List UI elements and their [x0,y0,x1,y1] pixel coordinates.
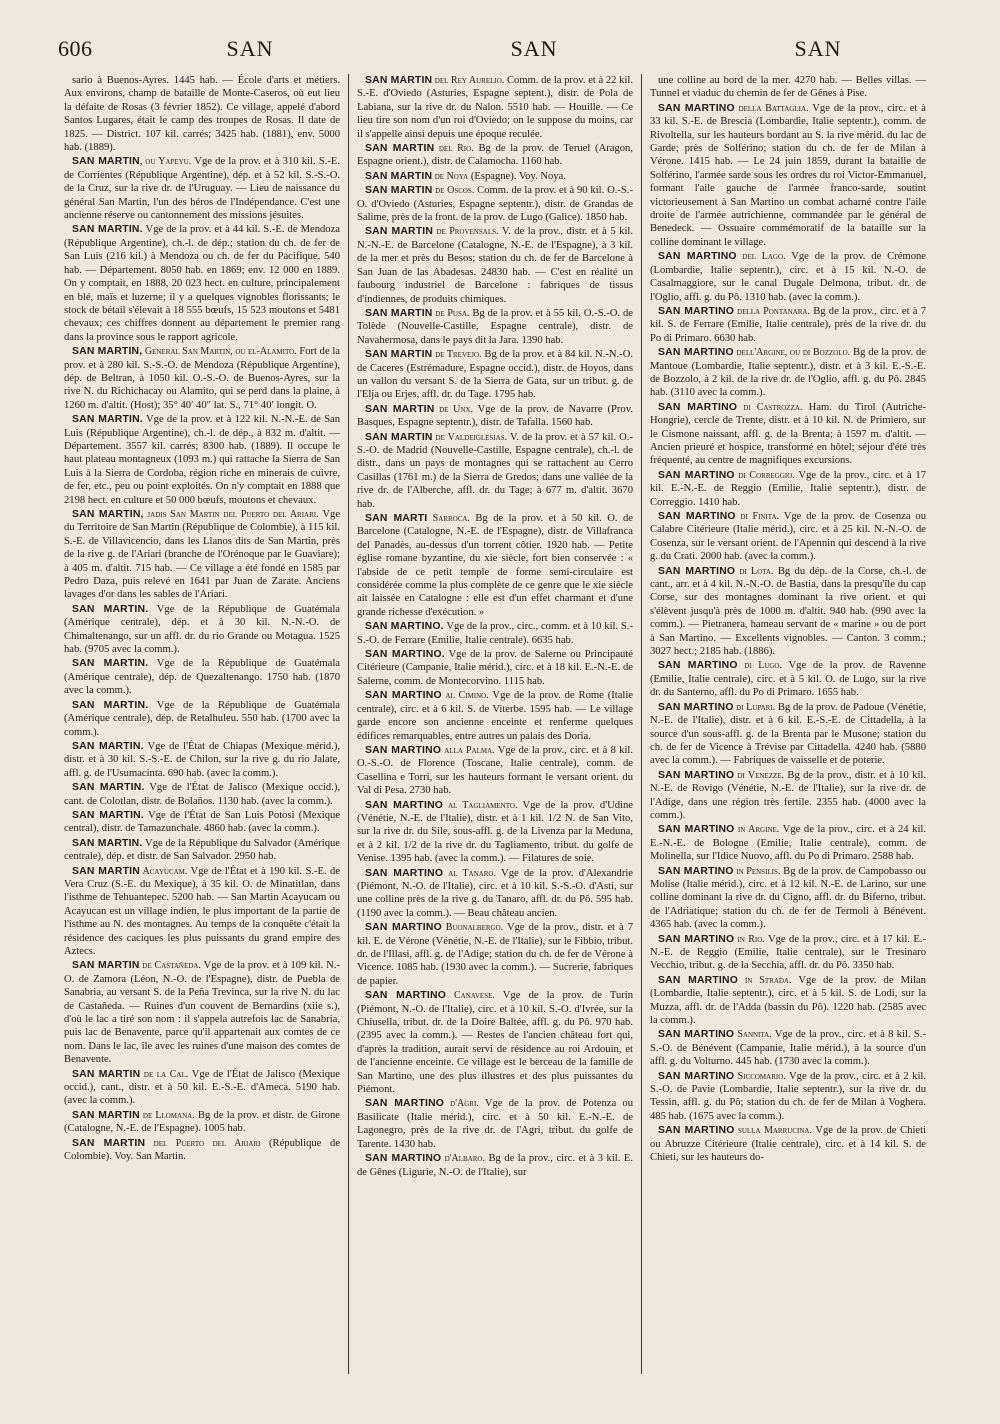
entry-text: Bg de la prov., distr. et à 10 kil. N.-E. de Rovigo (Vénétie, N.-E. de l'Italie), sur la rive dr. de l'Adige, dans une région très fertile. 2355 hab. (4000 avec la comm.). [650,769,926,821]
entry-headword: SAN MARTIN [72,1137,146,1149]
entry-qualifier: d'Agri. [444,1098,479,1110]
running-head-right: SAN [794,36,842,61]
entry-text: Vge de la prov. et à 44 kil. S.-E. de Mendoza (République Argentine), ch.-l. de dép.; station du ch. de fer de San Luis (216 kil.) à Mendoza ou ch. de fer du Pacifique. 540 hab. — Département. 8050 hab. en 1869; env. 12 000 en 1889. On y comptait, en 1888, 20 023 hect. en culture, principalement en blé, maïs et luzerne; il y a quelques vignobles florissants; le stock de bétail s'élevait à 18 555 bœufs, 15 523 moutons et 5481 chevaux; ces chiffres donnent au département le premier rang dans la province sous le rapport agricole. [64,224,340,343]
entry-qualifier: in Argine. [734,824,780,836]
entry-text: Ham. du Tirol (Autriche-Hongrie), cercle de Trente, distr. et à 10 kil. N. de Primiero, sur le Cismone naissant, affl. g. de la Brenta; à 1597 m. d'altit. — Ancien prieuré et hospice, transformé en hôtel; séjour d'été très fréquenté, au centre de magnifiques excursions. [650,401,926,467]
entry-text: Fort de la prov. et à 280 kil. S.-S.-O. de Mendoza (République Argentine), dép. de Beltran, à 1050 kil. O.-S.-O. de Buenos-Ayres, sur la rive N. du Richichacay ou Alamito, qui se perd dans la plaine, à 1260 m. d'altit. (Host); 35° 40′ 40″ lat. S., 71° 40′ longit. O. [64,346,340,411]
dictionary-entry [650,1124,926,1164]
entry-qualifier: General San Martin, ou el-Alamito. [142,346,297,358]
entry-text: Comm. de la prov. et à 22 kil. S.-E. d'Oviedo (Asturies, Espagne septent.), distr. de Pola de Labiana, sur la rive dr. du Nalon. 5510 hab. — Houille. — Ce lieu tire son nom d'un roi d'Oviedo; on le suppose du moins, car il s'appelle ainsi depuis une époque reculée. [357,75,633,140]
entry-qualifier: della Battaglia. [734,102,809,114]
entry-qualifier: alla Palma. [441,744,495,756]
column-3 [644,74,932,1414]
entry-text: Vge de l'État de Jalisco (Mexique occid.), cant. de Colotlan, distr. de Bolaños. 1130 hab. (avec la comm.). [64,782,340,807]
entry-headword: SAN MARTINO [658,769,735,781]
dictionary-entry [650,974,926,1028]
entry-headword: SAN MARTIN [365,143,435,155]
dictionary-entry [64,1137,340,1164]
entry-text: Vge de l'État et à 190 kil. S.-E. de Vera Cruz (S.-E. du Mexique), à 35 kil. O. de Minatitlan, dans l'isthme de Tehuantepec. 5200 hab. — San Martin Acayucam ou Acayucan est un village indien, le plus important de la partie de l'isthme au N. des montagnes. Au temps de la conquête c'était la résidence des caciques les plus puissants du grand empire des Aztecs. [64,865,340,957]
entry-text: Vge de la prov. de Turin (Piémont, N.-O. de l'Italie), circ. et à 10 kil. S.-O. d'Ivrée, sur la Chiusella, tribut. dr. de la Doire Baltée, affl. g. du Pô. 970 hab. (2395 avec la comm.). — Restes de l'ancien château fort qui, d'après la tradition, aurait servi de résidence au roi Ardouin, et de l'ancienne enceinte. Ce village est le berceau de la famille de San Martino, une des plus illustres et des plus puissantes du Piémont. [357,990,634,1096]
entry-headword: SAN MARTIN [72,960,140,972]
entry-headword: SAN MARTINO [365,990,446,1002]
entry-text: Bg de la prov., circ. et à 3 kil. E. de Gênes (Ligurie, N.-O. de l'Italie), sur [357,1153,633,1178]
dictionary-entry [650,769,926,823]
dictionary-entry [357,348,633,402]
entry-text: Bg de la prov. de Mantoue (Lombardie, Italie septentr.), distr. et à 3 kil. E.-S.-E. de Bozzolo, à 2 kil. de la rive dr. de l'Oglio, affl. g. du Pô. 2845 hab. (3110 avec la comm.). [650,347,926,399]
dictionary-entry [357,648,633,688]
column-2 [351,74,639,1414]
entry-headword: SAN MARTIN [365,170,433,182]
dictionary-entry [650,933,926,973]
entry-text: Bg de la prov. et à 55 kil. O.-S.-O. de Tolède (Nouvelle-Castille, Espagne centrale), distr. de Navahermosa, dans le pays dit la Jara. 1390 hab. [357,307,633,346]
entry-headword: SAN MARTIN, [72,346,143,358]
entry-qualifier: di Lupari. [733,701,776,713]
dictionary-entry [650,1028,926,1068]
dictionary-entry [64,809,340,836]
entry-headword: SAN MARTIN. [72,699,149,711]
entry-headword: SAN MARTIN. [72,740,144,752]
entry-text: Vge de la prov., circ., comm. et à 10 kil. S.-S.-O. de Ferrare (Emilie, Italie centrale). 6635 hab. [357,621,633,646]
entry-headword: SAN MARTINO [658,824,735,836]
entry-headword: SAN MARTIN, [72,509,144,520]
entry-qualifier: del Lago. [736,251,786,263]
entry-headword: SAN MARTINO [658,660,738,672]
entry-text: Bg de la prov. de Campobasso ou Molise (Italie mérid.), circ. et à 12 kil. N.-E. de Larino, sur une colline dominant la rive dr. du Cigno, affl. dr. du Biferno, tribut. de l'Adriatique; station du ch. de fer de Termoli à Bénévent. 4365 hab. (avec la comm.). [650,865,926,931]
entry-qualifier: della Pontanara. [734,305,810,317]
entry-text: (Espagne). Voy. Noya. [468,170,566,182]
entry-headword: SAN MARTINO [658,1125,735,1137]
entry-qualifier: in Strada. [737,974,792,986]
entry-qualifier: sulla Marrucina. [734,1125,812,1137]
entry-qualifier: Buonalbergo. [441,922,504,934]
entry-headword: SAN MARTIN [72,865,140,877]
entry-text: Vge du Territoire de San Martin (République de Colombie), à 115 kil. S.-E. de Villavicencio, dans les Llanos dits de San Martin, près de la rive g. de l'Ariari (branche de l'Orénoque par le Guaviare); à 405 m. d'altit. 715 hab. — Ce village a été fondé en 1585 par Pedro Daza, puis relevé en 1641 par Juan de Zarate. Anciens lavages d'or dans les sables de l'Ariari. [64,509,341,601]
dictionary-entry [64,837,340,864]
entry-qualifier: Sarroca. [427,513,470,524]
entry-text: Vge de la prov. de Cosenza ou Calabre Citérieure (Italie mérid.), circ. et à 25 kil. N.-N.-O. de Cosenza, sur le versant orient. de l'Apennin qui descend à la rive g. du Crati. 2000 hab. (avec la comm.). [650,511,926,563]
text-columns [58,74,960,1414]
entry-headword: SAN MARTIN. [72,603,149,615]
entry-headword: SAN MARTIN [365,349,433,361]
dictionary-entry [357,403,633,430]
entry-headword: SAN MARTINO [658,974,738,986]
dictionary-entry [64,740,340,780]
dictionary-entry [357,225,633,305]
dictionary-entry [64,865,340,959]
dictionary-entry [64,603,340,657]
entry-headword: SAN MARTINO [658,865,734,877]
entry-qualifier: de Noya [432,170,469,182]
entry-qualifier: , ou Yapeyu. [139,156,192,168]
dictionary-entry [357,620,633,647]
entry-qualifier: dell'Argine, ou di Bozzolo. [733,347,851,359]
entry-text: V. de la prov. et à 57 kil. O.-S.-O. de Madrid (Nouvelle-Castille, Espagne centrale), ch.-l. de distr., dans un pays de montagnes qui se rattachent au Cerro Casillas (1761 m.) de la Sierra de Gredos; dans une vallée de la rive dr. de l'Alberche, affl. dr. du Tage; à 677 m. d'altit. 3670 hab. [357,431,633,510]
dictionary-entry [64,781,340,808]
entry-headword: SAN MARTIN [365,226,434,238]
entry-text: Vge de la prov. de Crémone (Lombardie, Italie septentr.), circ. et à 15 kil. N.-O. de Casalmaggiore, sur le canal Dugale Delmona, tribut. dr. de l'Oglio, affl. g. du Pô. 1310 hab. (avec la comm.). [650,251,926,303]
entry-text: Vge de la prov., circ. et à 2 kil. S.-O. de Pavie (Lombardie, Italie septentr.), sur la rive dr. du Tessin, affl. g. du Pô; station du ch. de fer de Milan à Voghera. 485 hab. (1675 avec la comm.). [650,1070,927,1122]
entry-headword: SAN MARTINO [365,690,442,702]
entry-text: Bg de la prov. et distr. de Girone (Catalogne, N.-E. de l'Espagne). 1005 hab. [64,1109,340,1135]
dictionary-entry [357,921,633,988]
entry-text: Vge de la prov., circ. et à 17 kil. E.-N.-E. de Reggio (Emilie, Italie centrale), sur le Tresinaro Vecchio, tribut. g. de la Secchia, affl. dr. du Pô. 3350 hab. [650,933,926,972]
entry-text: Vge de la prov. d'Udine (Vénétie, N.-E. de l'Italie), distr. et à 1 kil. 1/2 N. de San Vito, sur la rive dr. du Sile, sous-affl. g. de la Livenza par la Meduna, et à 2 kil. 1/2 de la rive dr. du Tagliamento, tribut. du golfe de Venise. 1395 hab. (avec la comm.). — Filatures de soie. [357,799,633,865]
entry-headword: SAN MARTINO [365,867,444,879]
dictionary-entry [357,989,633,1096]
dictionary-entry [650,865,926,932]
column-rule [641,74,642,1374]
entry-qualifier: al Cimino. [441,690,489,702]
entry-text: Vge de la République de Guatémala (Amérique centrale), dép. de Retalhuleu. 550 hab. (1700 avec la comm.). [64,699,341,738]
dictionary-entry [64,74,340,154]
entry-qualifier: de Castañeda. [139,960,201,972]
entry-headword: SAN MARTINO [658,401,738,413]
entry-qualifier: Canavese. [445,990,495,1002]
entry-qualifier: Acayucam. [139,865,188,877]
entry-text: Vge de la République de Guatémala (Amérique centrale), dép. de Quezaltenango. 1750 hab. (1870 avec la comm.). [64,658,341,697]
page-number: 606 [58,36,93,61]
dictionary-entry [357,170,633,183]
entry-headword: SAN MARTINO [658,251,737,263]
entry-qualifier: di Venezze. [734,769,785,781]
entry-text: Vge de la République du Salvador (Amérique centrale), dép. et distr. de San Salvador. 2950 hab. [64,837,341,863]
entry-headword: SAN MARTINO [365,1098,445,1110]
entry-text: Vge de la prov. de Navarre (Prov. Basques, Espagne septentr.), distr. de Tafalla. 1560 hab. [357,403,633,429]
running-head-center: SAN [510,36,558,61]
entry-text: Vge de la prov., distr. et à 7 kil. E. de Vérone (Vénétie, N.-E. de l'Italie), sur le Fibbio, tribut. dr. de l'Illasi, affl. g. de l'Adige; station du ch. de fer de Vérone à Vicence. 1085 hab. (1930 avec la comm.). — Sucrerie, fabriques de papier. [357,922,634,987]
entry-text: Vge de la prov. et à 109 kil. N.-O. de Zamora (Léon, N.-O. de l'Espagne), distr. de Puebla de Sanabria, au versant S. de la Peña Trevinca, sur la rive N. du lac de Castañeda. — Ruines d'un couvent de Bernardins (xiie s.), d'où le lac a tiré son nom : il s'appela autrefois lac de Sanabria, puis lac de Benavente, parce qu'il appartenait aux comtes de ce nom. Dans le lac, île avec les ruines d'une maison des comtes de Benavente. [64,960,340,1066]
dictionary-entry [64,413,340,507]
entry-text: Vge de l'État de San Luis Potosi (Mexique central), distr. de Tamazunchale. 4860 hab. (avec la comm.). [64,809,340,835]
entry-text: Vge de la prov. de Potenza ou Basilicate (Italie mérid.), circ. et à 50 kil. E.-N.-E. de Lagonegro, près de la rive dr. de l'Agri, tribut. du golfe de Tarente. 1430 hab. [357,1098,633,1150]
dictionary-entry [357,307,633,347]
entry-headword: SAN MARTIN [365,185,433,197]
entry-text: Vge de la prov. d'Alexandrie (Piémont, N.-O. de l'Italie), circ. et à 10 kil. S.-S.-O. d'Asti, sur une colline près de la rive g. du Tanaro, affl. dr. du Pô. 595 hab. (1190 avec la comm.). — Beau château ancien. [357,867,633,919]
dictionary-entry [357,689,633,743]
dictionary-entry [357,1097,633,1151]
dictionary-entry [650,1070,926,1124]
dictionary-entry [650,346,926,400]
dictionary-entry [64,1109,340,1136]
entry-qualifier: in Pensilis. [733,865,781,877]
entry-text: Vge de la prov., circ. et à 24 kil. E.-N.-E. de Bologne (Emilie, Italie centrale), comm. de Molinella, sur l'Idice Nuovo, affl. du Po di Primaro. 2588 hab. [650,824,926,863]
entry-qualifier: al Tagliamento. [443,799,518,811]
entry-text: Vge de la prov. et à 310 kil. S.-E. de Corrientes (République Argentine), dép. et à 52 kil. S.-S.-O. de la Cruz, sur la rive dr. de l'Uruguay. — Lieu de naissance du général San Martin, l'un des héros de l'Indépendance. C'est une ancienne réserve ou cantonnement des missions jésuites. [64,156,341,222]
entry-headword: SAN MARTINO [365,744,442,756]
dictionary-entry [357,799,633,866]
column-1 [58,74,346,1414]
entry-text: Bg du dép. de la Corse, ch.-l. de cant., arr. et à 4 kil. N.-N.-O. de Bastia, dans la presqu'île du cap Corse, sur des montagnes dominant la rive orient. et qui s'élèvent jusqu'à près de 1000 m. d'altit. 940 hab. (990 avec la comm.). — Pietranera, hameau servant de « marine » ou de port à San Martino. — Excellents vignobles. — Canton. 3 comm.; 3027 hect.; 2185 hab. (1886). [650,565,926,658]
entry-qualifier: de la Cal. [140,1068,189,1080]
entry-text: Bg de la prov. de Padoue (Vénétie, N.-E. de l'Italie), distr. et à 6 kil. E.-S.-E. de Cittadella, à la source d'un sous-affl. g. de la Brenta par le Musone; station du ch. de fer de Vicence à Trévise par Cittadella. 4240 hab. (5880 avec la comm.). — Fabriques de vaisselle et de poterie. [650,701,927,767]
entry-qualifier: del Puerto del Ariari [145,1137,261,1149]
entry-qualifier: Sannita. [734,1029,772,1041]
entry-text: Vge de la prov. de Ravenne (Emilie, Italie centrale), circ. et à 5 kil. O. de Lugo, sur la rive dr. du Santerno, affl. du Po di Primaro. 1655 hab. [650,660,926,699]
dictionary-entry [650,250,926,304]
entry-text: Vge de la prov., circ. et à 17 kil. E.-N.-E. de Reggio (Emilie, Italie septentr.), distr. de Correggio. 1410 hab. [650,469,926,508]
entry-qualifier: Siccomario. [734,1070,786,1082]
dictionary-entry [64,345,340,412]
entry-text: Vge de la prov. de Rome (Italie centrale), circ. et à 6 kil. S. de Viterbe. 1595 hab. — Le village garde encore son ancienne enceinte et renferme quelques édifices remarquables, entre autres un palais des Doria. [357,690,633,742]
dictionary-entry [64,699,340,739]
entry-text: une colline au bord de la mer. 4270 hab. — Belles villas. — Tunnel et viaduc du chemin de fer de Gênes à Pise. [650,75,926,100]
dictionary-entry [64,1068,340,1108]
entry-headword: SAN MARTIN. [72,414,143,426]
entry-qualifier: in Rio. [734,933,765,945]
entry-qualifier: de Provensals. [433,226,499,238]
column-rule [348,74,349,1374]
entry-text: Bg de la prov. de Teruel (Aragon, Espagne orient.), distr. de Calamocha. 1160 hab. [357,143,633,168]
entry-headword: SAN MARTIN [365,431,433,443]
dictionary-entry [64,959,340,1066]
entry-text: Comm. de la prov. et à 90 kil. O.-S.-O. d'Oviedo (Asturies, Espagne septentr.), distr. de Grandas de Salime, près de la front. de la prov. de Lugo (Galice). 1850 hab. [357,185,633,224]
entry-qualifier: di Lota. [735,565,774,577]
entry-headword: SAN MARTINO [658,305,735,317]
entry-headword: SAN MARTINO [658,1029,735,1041]
entry-text: Vge de la prov., circ. et à 8 kil. O.-S.-O. de Florence (Toscane, Italie centrale), comm. de Casellina e Torri, sur les hauteurs formant le versant orient. du Val di Pesa. 2730 hab. [357,744,633,797]
entry-qualifier: de Pusa. [432,307,470,319]
dictionary-entry [650,305,926,345]
dictionary-entry [650,823,926,863]
dictionary-entry [650,401,926,468]
entry-text: Bg de la prov. et à 50 kil. O. de Barcelone (Catalogne, N.-E. de l'Espagne), distr. de Villafranca del Panadès, au-dessus d'un torrent côtier. 1920 hab. — Petite église romane byzantine, du xie siècle, fort bien conservée : « l'abside de ce petit temple de forme semi-circulaire est considérée comme la plus complète de ce genre que le xie siècle ait laissée en Catalogne : elle est d'un effet charmant et d'une grande richesse d'exécution. » [357,513,633,618]
dictionary-entry [357,431,633,511]
entry-text: V. de la prov., distr. et à 5 kil. N.-N.-E. de Barcelone (Catalogne, N.-E. de l'Espagne), à 3 kil. de la mer et près du Besos; station du ch. de fer de Barcelone à San Juan de las Abadesas. 24830 hab. — C'est en réalité un faubourg industriel de Barcelone : fabriques de tissus d'indiennes, de produits chimiques. [357,226,633,305]
entry-headword: SAN MARTINO [365,799,444,811]
dictionary-entry [357,184,633,224]
entry-headword: SAN MARTINO [658,347,734,359]
dictionary-entry [650,565,926,659]
entry-text: Bg de la prov. et à 84 kil. N.-N.-O. de Caceres (Estrémadure, Espagne occid.), distr. de Hoyos, dans un vallon du versant S. de la Sierra de Gata, sur un tribut. g. de l'Elja ou Erjes, affl. dr. du Tage. 1795 hab. [357,349,633,401]
entry-qualifier: di Castrozza. [737,401,803,413]
dictionary-entry [357,142,633,169]
entry-qualifier: de Trevejo. [432,349,482,361]
entry-headword: SAN MARTIN [72,1109,140,1121]
entry-headword: SAN MARTIN [365,307,433,319]
entry-headword: SAN MARTIN [365,75,433,86]
entry-headword: SAN MARTI [365,513,428,524]
entry-text: Bg de la prov., circ. et à 7 kil. S. de Ferrare (Emilie, Italie centrale), près de la rive dr. du Po di Primaro. 6630 hab. [650,305,926,344]
dictionary-entry [64,155,340,222]
dictionary-entry [650,701,926,768]
dictionary-entry [357,1152,633,1179]
entry-headword: SAN MARTINO. [365,621,444,633]
dictionary-entry [650,659,926,699]
entry-headword: SAN MARTIN. [72,224,143,236]
entry-qualifier: di Finita. [735,511,780,522]
entry-qualifier: del Rio. [434,143,474,155]
dictionary-entry [357,512,633,619]
entry-text: (République de Colombie). Voy. San Martin. [64,1137,340,1163]
entry-qualifier: de Oscos. [432,185,475,197]
entry-qualifier: jadis San Martin del Puerto del Ariari. [143,509,319,520]
dictionary-entry [650,510,926,564]
dictionary-entry [64,508,340,602]
entry-text: Vge de la prov., circ. et à 8 kil. S.-S.-O. de Bénévent (Campanie, Italie mérid.), à la source d'un affl. g. du Volturno. 445 hab. (1730 avec la comm.). [650,1029,926,1068]
entry-headword: SAN MARTIN. [72,837,143,849]
dictionary-entry [64,657,340,697]
entry-qualifier: di Lugo. [737,660,782,672]
entry-headword: SAN MARTIN. [72,658,149,670]
entry-headword: SAN MARTINO [658,511,736,522]
entry-headword: SAN MARTIN. [72,782,145,794]
entry-qualifier: de Valdeiglesias. [432,431,508,443]
running-head-left: SAN [226,36,274,61]
entry-headword: SAN MARTIN. [72,809,144,821]
entry-headword: SAN MARTIN [365,403,435,415]
entry-text: Vge de la prov., circ. et à 33 kil. S.-E. de Brescia (Lombardie, Italie septentr.), comm. de Rivoltella, sur les hauteurs bordant au S. la rive mérid. du lac de Garde; près de Solférino; station du ch. de fer de Milan à Vérone. 1415 hab. — Le 24 juin 1859, durant la bataille de Solférino, l'armée sarde sous les ordres du roi Victor-Emmanuel, formant l'aile gauche de l'armée franco-sarde, soutint victorieusement à San Martino un combat acharné contre l'aile droite de l'armée autrichienne, commandée par le général de Benedeck. — Ossuaire commémoratif de la bataille sur la colline dominant le village. [650,102,927,248]
entry-text: Vge de l'État de Jalisco (Mexique occid.), cant., distr. et à 50 kil. E.-S.-E. d'Ameca. 5190 hab. (avec la comm.). [64,1068,340,1107]
entry-text: Vge de la République de Guatémala (Amérique centrale), dép. et à 30 kil. N.-N.-O. de Chimaltenango, sur un affl. dr. du rio Grande ou Motagua. 1525 hab. (9705 avec la comm.). [64,603,341,656]
entry-qualifier: d'Albaro. [441,1153,485,1165]
entry-text: Vge de la prov. et à 122 kil. N.-N.-E. de San Luis (République Argentine), ch.-l. de dép., à 832 m. d'altit. — Département. 3557 kil. carrés; 8300 hab. (1889). Il occupe le haut plateau montagneux (1093 m.) qui rattache la Sierra de San Luis à la Sierra de Cordoba, région riche en minerais de cuivre, de fer, etc., peu ou point exploités. On n'y comptait en 1888 que 2198 hect. en culture et 50 000 bœufs, moutons et chevaux. [64,414,341,506]
entry-headword: SAN MARTIN [72,1068,141,1080]
entry-qualifier: de Llomana. [139,1109,195,1121]
entry-headword: SAN MARTINO [658,701,734,713]
entry-headword: SAN MARTINO [658,102,735,114]
dictionary-entry [650,102,926,249]
page-header [58,36,960,66]
entry-qualifier: de Unx. [434,403,473,415]
entry-text: Vge de la prov. de Chieti ou Abruzze Citérieure (Italie centrale), circ. et à 14 kil. S. de Chieti, sur les hauteurs do- [650,1125,927,1164]
entry-headword: SAN MARTINO [365,922,442,934]
entry-text: Vge de l'État de Chiapas (Mexique mérid.), distr. et à 30 kil. S.-S.-E. de Chilon, sur la rive g. du rio Jalate, affl. g. de l'Usumacinta. 690 hab. (avec la comm.). [64,740,341,779]
dictionary-entry [64,223,340,344]
entry-qualifier: al Tanaro. [443,867,496,879]
dictionary-entry [650,74,926,101]
entry-headword: SAN MARTINO [658,1070,735,1082]
dictionary-entry [357,744,633,798]
entry-headword: SAN MARTINO [658,933,735,945]
entry-headword: SAN MARTINO [365,1153,442,1165]
entry-text: sario à Buenos-Ayres. 1445 hab. — École d'arts et métiers. Aux environs, champ de bataille de Monte-Caseros, où eut lieu la défaite de Rosas (3 février 1852). Ce village, appelé d'abord Santos Lugares, était le camp des troupes de Rosas. Il date de 1825. — District. 107 kil. carrés; 3425 hab. (1881), env. 5000 hab. (1889). [64,75,340,154]
entry-text: Vge de la prov. de Milan (Lombardie, Italie septentr.), circ. et à 5 kil. S. de Lodi, sur la Muzza, affl. dr. de l'Adda (bassin du Pô). 1220 hab. (2585 avec la comm.). [650,974,926,1027]
entry-qualifier: del Rey Aurelio. [432,75,505,86]
entry-headword: SAN MARTINO [658,565,736,577]
dictionary-entry [357,867,633,921]
entry-text: Vge de la prov. de Salerne ou Principauté Citérieure (Campanie, Italie mérid.), circ. et à 18 kil. E.-N.-E. de Salerne, comm. de Montecorvino. 1115 hab. [357,649,633,687]
entry-headword: SAN MARTINO. [365,649,445,661]
dictionary-entry [650,469,926,509]
entry-headword: SAN MARTIN [72,156,140,168]
dictionary-entry [357,74,633,141]
entry-qualifier: di Correggio. [734,469,795,481]
entry-headword: SAN MARTINO [658,469,735,481]
